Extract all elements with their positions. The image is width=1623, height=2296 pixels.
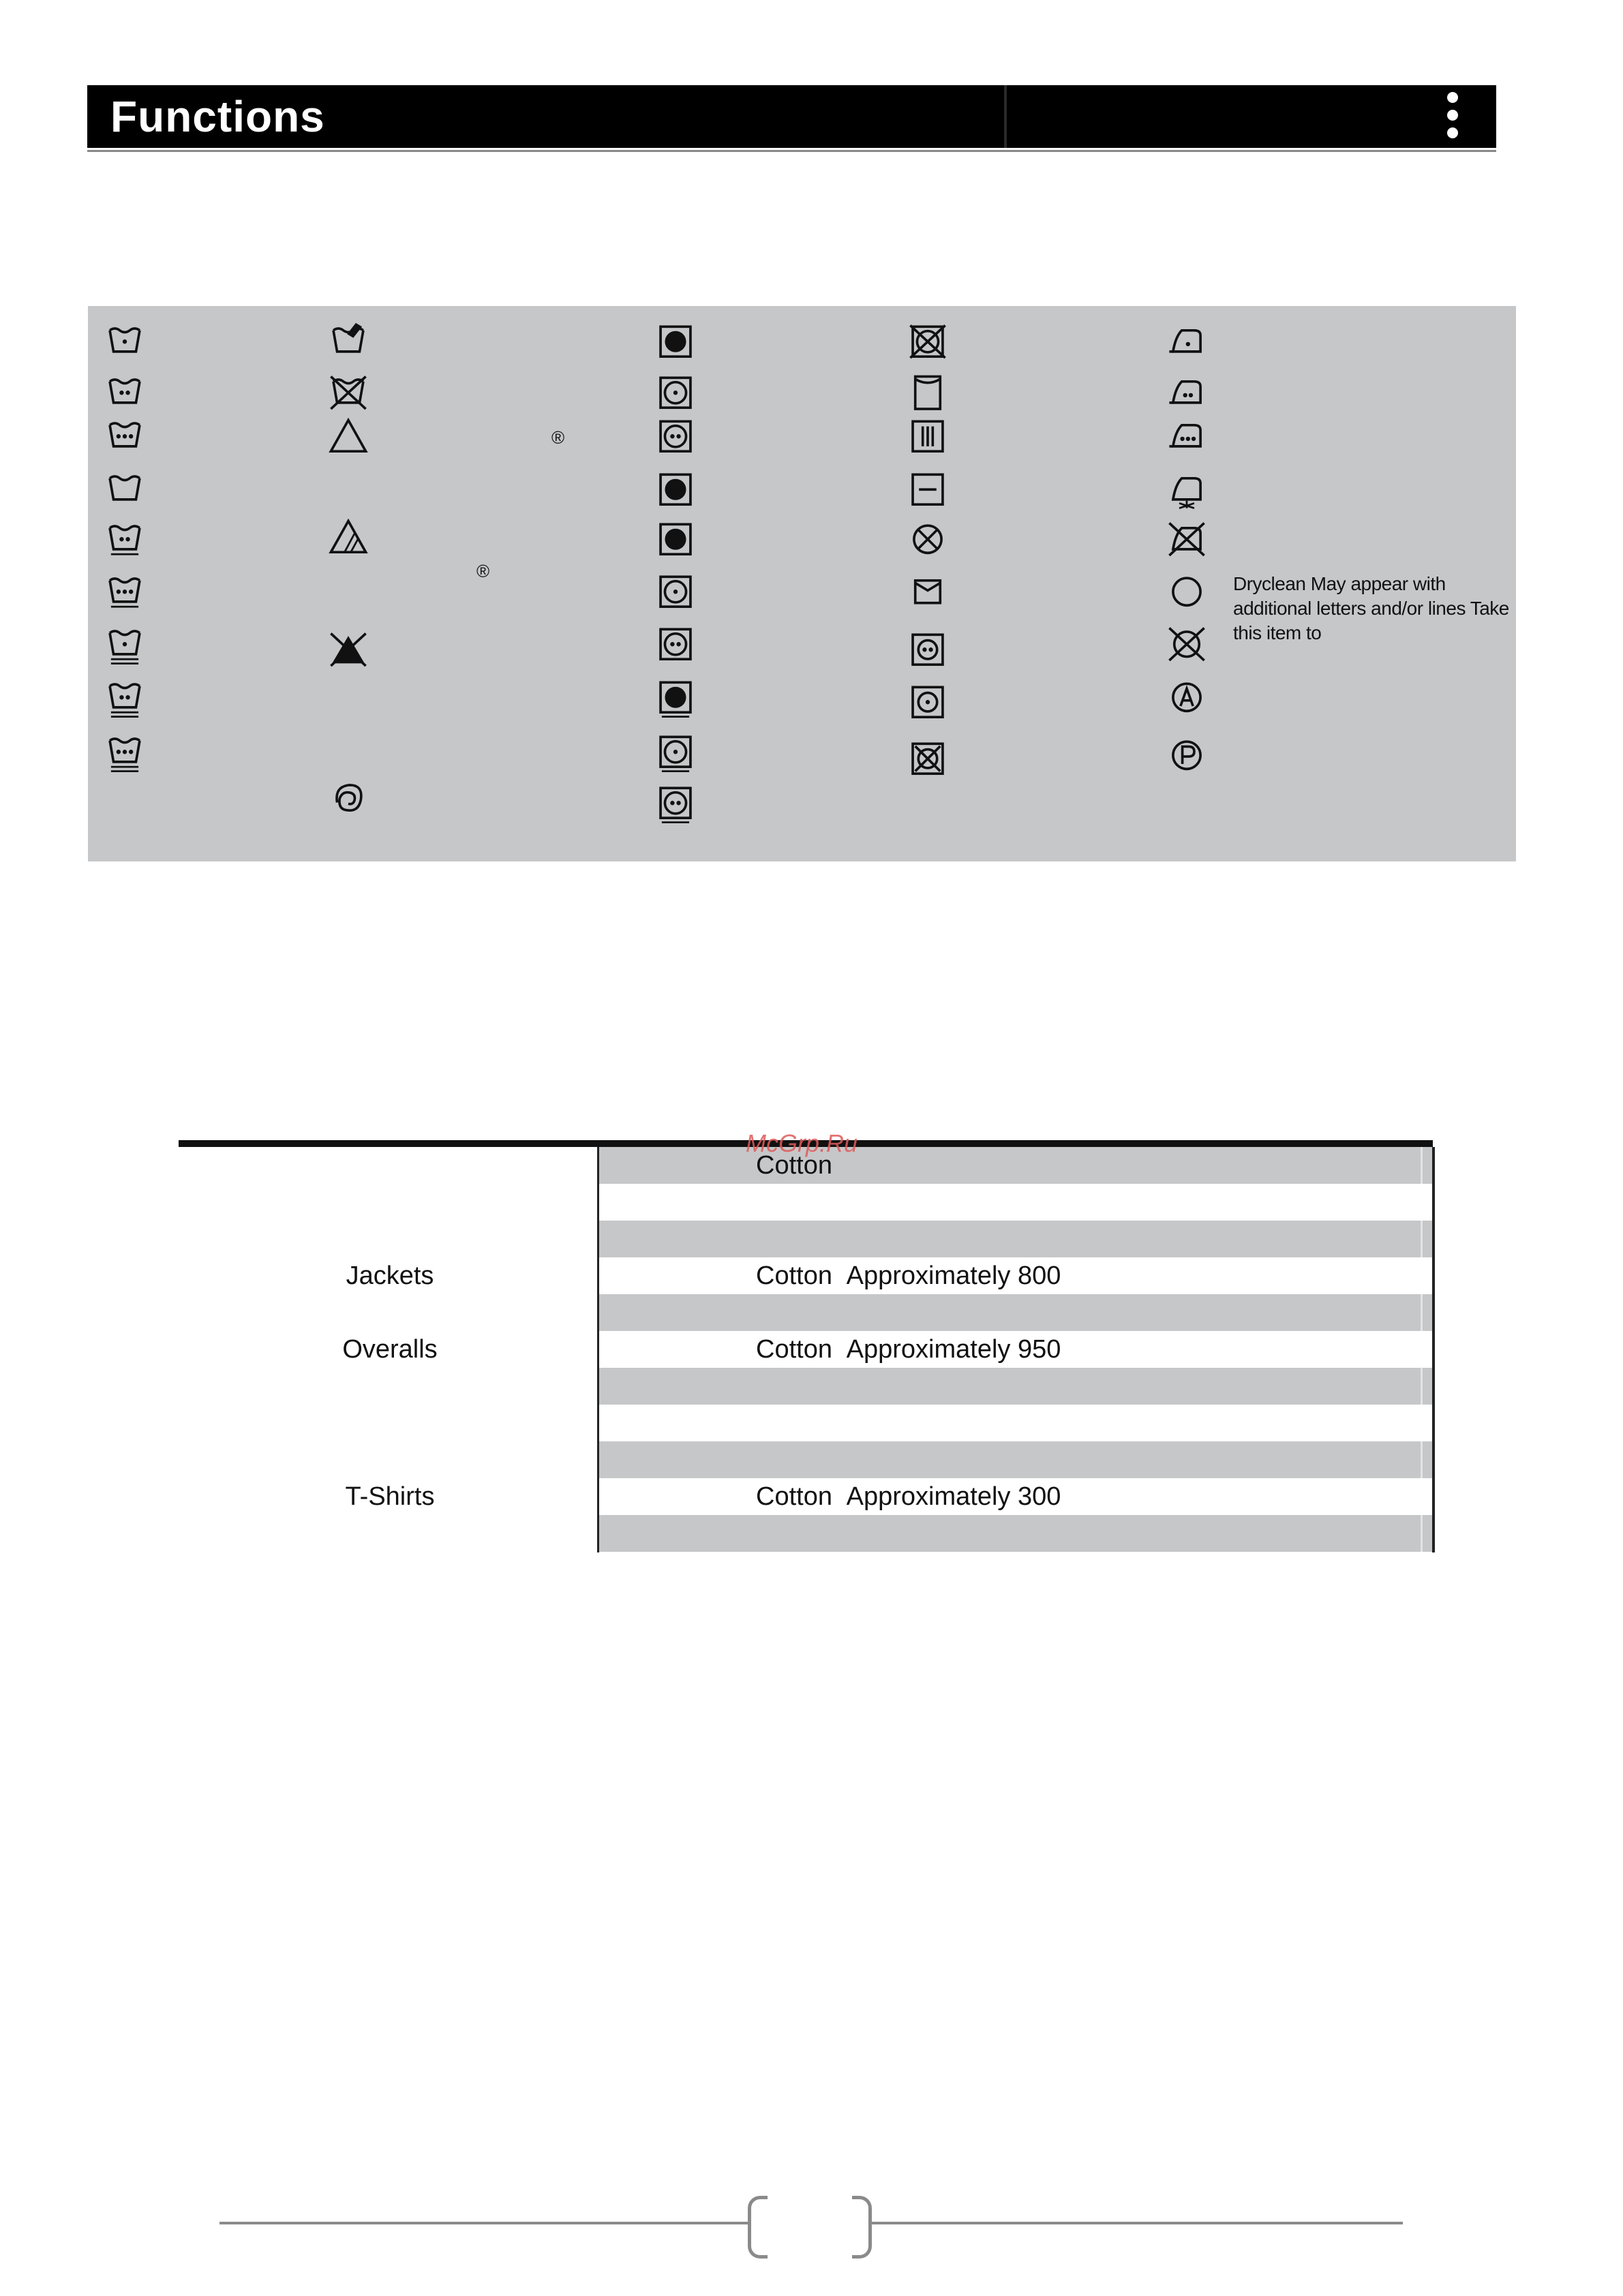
iron-high-icon [1165, 416, 1209, 460]
no-steam-icon [1165, 470, 1209, 513]
non-chlorine-bleach-icon [327, 517, 370, 561]
table-row [599, 1405, 1432, 1441]
do-not-tumble-dry-alt-icon [906, 739, 950, 782]
tumble-dry-permanent-press-low-icon [654, 572, 697, 615]
tumble-dry-high-icon [654, 470, 697, 513]
table-body [342, 1147, 1435, 1552]
wash-permanent-press-40-icon [103, 519, 147, 563]
hand-wash-icon [327, 322, 370, 365]
footer-rule-left [219, 2222, 749, 2224]
table-cell-weight: Approximately 950 [846, 1335, 1061, 1364]
wash-30-icon [103, 322, 147, 365]
footer-rule-right [870, 2222, 1403, 2224]
do-not-bleach-icon [327, 630, 370, 673]
tumble-dry-gentle-no-heat-icon [654, 677, 697, 721]
tumble-dry-no-heat-icon [654, 322, 697, 365]
page-number-bracket-left [748, 2196, 768, 2259]
wash-gentle-40-icon [103, 677, 147, 721]
tumble-dry-medium-icon [654, 416, 697, 460]
care-symbols-panel [88, 306, 1516, 861]
do-not-wash-icon [327, 373, 370, 416]
do-not-dryclean-icon [1165, 624, 1209, 668]
tumble-dry-gentle-low-icon [654, 732, 697, 776]
page-title: Functions [110, 92, 325, 141]
section-header [87, 85, 1496, 148]
tumble-dry-medium-alt-icon [906, 630, 950, 673]
wash-gentle-60-icon [103, 732, 147, 776]
header-separator [1004, 85, 1007, 148]
wash-60-icon [103, 416, 147, 460]
dry-in-shade-icon [906, 572, 950, 615]
tumble-dry-low-alt-icon [906, 682, 950, 726]
registered-mark: ® [551, 427, 565, 448]
table-row [599, 1368, 1432, 1405]
page-number-bracket-right [852, 2196, 872, 2259]
line-dry-icon [906, 373, 950, 416]
table-row [599, 1441, 1432, 1478]
dry-flat-icon [906, 470, 950, 513]
wash-gentle-30-icon [103, 624, 147, 668]
dryclean-petroleum-icon [1165, 735, 1209, 779]
table-cell-material: Cotton [756, 1261, 832, 1290]
tumble-dry-permanent-press-no-heat-icon [654, 519, 697, 563]
header-underline [87, 150, 1496, 152]
tumble-dry-gentle-medium-icon [654, 783, 697, 827]
table-cell-weight: Approximately 800 [846, 1261, 1061, 1290]
table-cell-item: T-Shirts [345, 1482, 435, 1511]
dryclean-any-solvent-icon [1165, 677, 1209, 721]
watermark: McGrp.Ru [746, 1129, 858, 1157]
table-cell-item: Overalls [342, 1335, 438, 1364]
wash-permanent-press-60-icon [103, 572, 147, 615]
table-row [599, 1515, 1432, 1552]
do-not-iron-icon [1165, 519, 1209, 563]
table-cell-material: Cotton [756, 1482, 832, 1511]
laundry-weight-table [179, 1140, 1433, 1552]
bleach-allowed-icon [327, 416, 370, 460]
iron-medium-icon [1165, 373, 1209, 416]
table-row [599, 1294, 1432, 1331]
tumble-dry-permanent-press-medium-icon [654, 624, 697, 668]
table-row [599, 1221, 1432, 1257]
dryclean-note: Dryclean May appear with additional letters and/or lines Take this item to [1233, 573, 1509, 643]
wash-95-icon [103, 470, 147, 513]
table-cell-material: Cotton [756, 1335, 832, 1364]
wash-40-icon [103, 373, 147, 416]
table-row [599, 1184, 1432, 1221]
drip-dry-icon [906, 416, 950, 460]
tumble-dry-low-icon [654, 373, 697, 416]
iron-low-icon [1165, 322, 1209, 365]
vertical-dots-icon [1446, 92, 1459, 141]
registered-mark: ® [476, 561, 490, 581]
woolmark-icon [327, 778, 370, 821]
do-not-tumble-dry-icon [906, 322, 950, 365]
table-cell-item: Jackets [346, 1261, 434, 1290]
do-not-dry-icon [906, 519, 950, 563]
table-cell-material: Cotton [756, 1151, 832, 1180]
table-cell-weight: Approximately 300 [846, 1482, 1061, 1511]
dryclean-icon [1165, 572, 1209, 615]
